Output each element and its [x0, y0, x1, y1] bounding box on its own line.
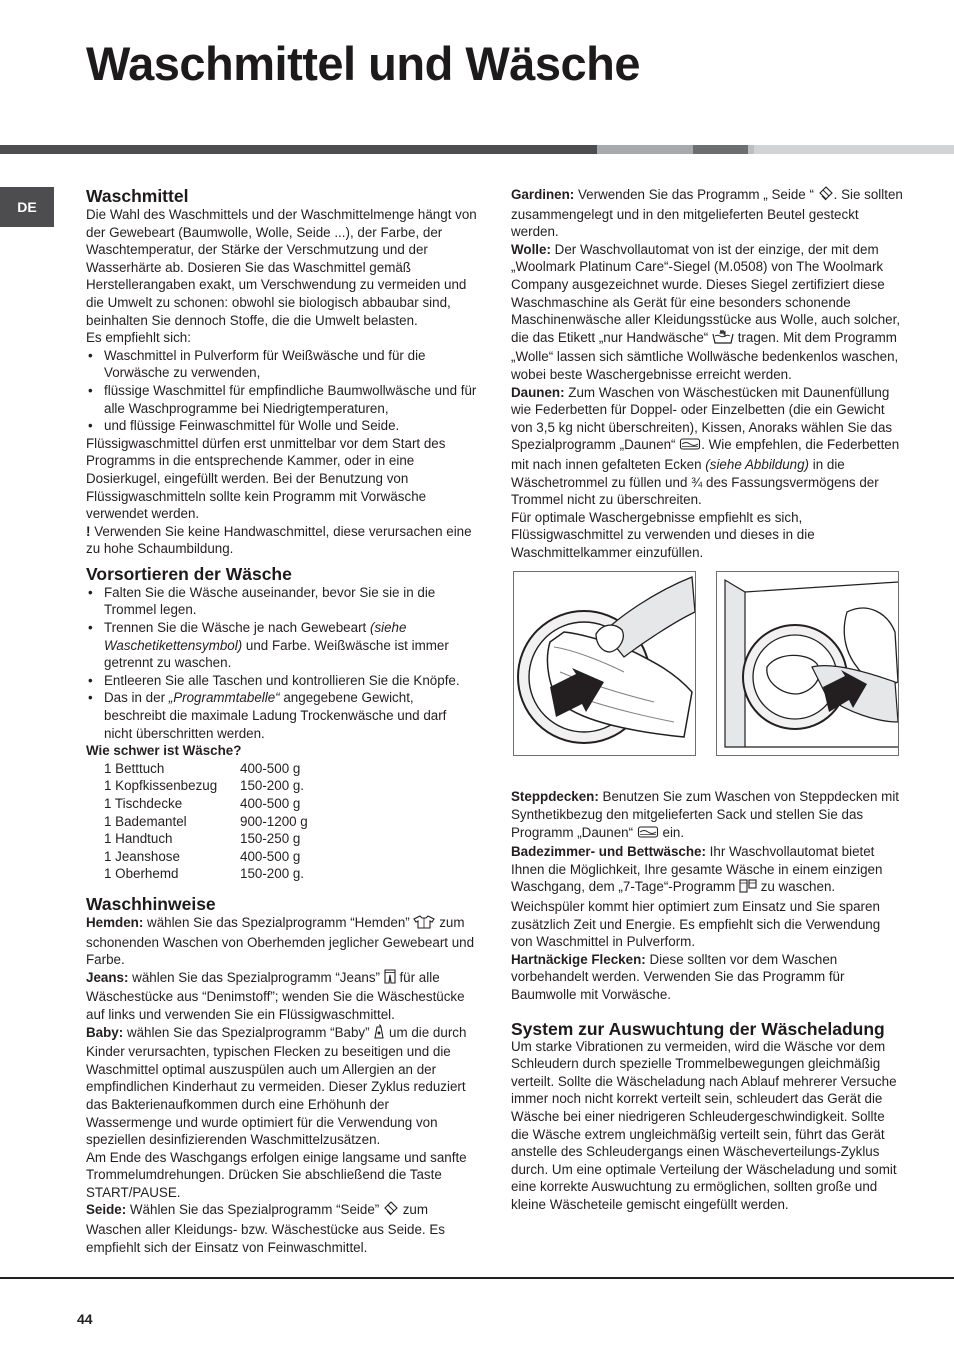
section-heading-waschhinweise: Waschhinweise — [86, 893, 216, 914]
list-item: • Trennen Sie die Wäsche je nach Gewebeart (siehe Waschetikettensymbol) und Farbe. Weißwäsche ist immer getrennt zu waschen. — [86, 619, 478, 672]
baby-program-icon — [373, 1024, 385, 1044]
list-item: • Entleeren Sie alle Taschen und kontrollieren Sie die Knöpfe. — [86, 672, 478, 690]
hand-wash-icon — [712, 329, 734, 349]
list-item: • Falten Sie die Wäsche auseinander, bevor Sie sie in die Trommel legen. — [86, 584, 478, 619]
handwash-warning: ! Verwenden Sie keine Handwaschmittel, diese verursachen eine zu hohe Schaumbildung. — [86, 523, 472, 557]
hint-daunen: Daunen: Zum Waschen von Wäschestücken mit Daunenfüllung wie Federbetten für Doppel- oder Einzelbetten (die ein Gewicht von 3,5 kg nicht überschreiten), Kissen, Anoraks wählen Sie das Spezialprogramm „Daunen“ . Wie empfehlen, die Federbetten mit nach innen gefalteten Ecken (siehe Abbildung) in die Wäschetrommel zu füllen und ¾ des Fassungsvermögens der Trommel nicht zu überschreiten. — [511, 384, 900, 508]
list-item: • flüssige Waschmittel für empfindliche Baumwollwäsche und für alle Waschprogramme bei Niedrigtemperaturen, — [86, 382, 478, 417]
page-title: Waschmittel und Wäsche — [86, 37, 640, 90]
duvet-loading-figures — [511, 571, 903, 771]
table-row: 1 Handtuch 150-250 g — [104, 831, 301, 847]
vorsortieren-bullets — [86, 584, 478, 742]
liquid-detergent-note: Flüssigwaschmittel dürfen erst unmittelbar vor dem Start des Programms in die entsprechende Kammer, oder in eine Dosierkugel, eingefüllt werden. Bei der Benutzung von Flüssigwaschmitteln sollte kein Programm mit Vorwäsche verwendet werden. — [86, 435, 446, 522]
table-row: 1 Kopfkissenbezug 150-200 g. — [104, 778, 305, 794]
duvet-program-icon — [679, 437, 701, 456]
hint-hemden: Hemden: wählen Sie das Spezialprogramm “Hemden” zum schonenden Waschen von Oberhemden jeglicher Gewebeart und Farbe. — [86, 914, 475, 968]
hint-flecken: Hartnäckige Flecken: Diese sollten vor dem Waschen vorbehandelt werden. Verwenden Sie das Programm für Baumwolle mit Vorwäsche. — [511, 951, 845, 1002]
seven-day-program-icon — [739, 879, 757, 898]
page-number: 44 — [77, 1311, 93, 1327]
hint-wolle: Wolle: Der Waschvollautomat von ist der einzige, der mit dem „Woolmark Platinum Care“-Siegel (M.0508) von The Woolmark Company ausgezeichnet wurde. Dieses Siegel zertifiziert diese Waschmaschine als Gerät für eine besonders schonende Maschinenwäsche aller Kleidungsstücke aus Wolle, auch solcher, die das Etikett „nur Handwäsche“ tragen. Mit dem Programm „Wolle“ lassen sich sämtliche Wollwäsche bedenkenlos waschen, wobei beste Waschergebnisse erreicht werden. — [511, 241, 901, 382]
hint-badezimmer: Badezimmer- und Bettwäsche: Ihr Waschvollautomat bietet Ihnen die Möglichkeit, Ihre gesamte Wäsche in einem einzigen Waschgang, dem „7-Tage“-Programm zu waschen. Weichspüler kommt hier optimiert zum Einsatz und Sie sparen zusätzlich Zeit und Energie. Es empfiehlt sich die Verwendung von Waschmittel in Pulverform. — [511, 844, 883, 950]
footer-rule — [0, 1277, 954, 1279]
shirt-program-icon — [413, 915, 435, 934]
duvet-program-icon — [637, 825, 659, 844]
hint-seide: Seide: Wählen Sie das Spezialprogramm “Seide” zum Waschen aller Kleidungs- bzw. Wäschestücke aus Seide. Es empfiehlt sich der Einsatz von Feinwaschmittel. — [86, 1202, 445, 1255]
table-row: 1 Tischdecke 400-500 g — [104, 796, 301, 811]
system-text: Um starke Vibrationen zu vermeiden, wird die Wäsche vor dem Schleudern durch spezielle Trommelbewegungen gleichmäßig verteilt. Sollte die Wäscheladung nach Ablauf mehrerer Versuche immer noch nicht korrekt verteilt sein, schleudert das Gerät die Wäsche bei einer niedrigeren Schleudergeschwindigkeit. Sollte die Wäsche extrem ungleichmäßig verteilt sein, führt das Gerät anstelle des Schleudergangs einen Wäscheverteilungs-Zyklus durch. Um eine optimale Verteilung der Wäscheladung und somit eine korrekte Auswuchtung zu ermöglichen, sollten große und kleine Wäscheteile gemischt eingefüllt werden. — [511, 1038, 897, 1212]
list-item: • Waschmittel in Pulverform für Weißwäsche und für die Vorwäsche zu verwenden, — [86, 347, 478, 382]
hint-steppdecken: Steppdecken: Benutzen Sie zum Waschen von Steppdecken mit Synthetikbezug den mitgelieferten Sack und stellen Sie das Programm „Daunen“ ein. — [511, 788, 903, 843]
list-item: • und flüssige Feinwaschmittel für Wolle und Seide. — [86, 417, 478, 435]
waschmittel-recommend: Es empfiehlt sich: — [86, 330, 191, 346]
language-badge: DE — [0, 187, 54, 227]
silk-program-icon — [383, 1201, 399, 1221]
duvet-loading-illustration-1 — [513, 571, 696, 756]
section-heading-vorsortieren: Vorsortieren der Wäsche — [86, 563, 292, 584]
hint-daunen-detergent: Für optimale Waschergebnisse empfiehlt es sich, Flüssigwaschmittel zu verwenden und dieses in die Waschmittelkammer einzufüllen. — [511, 509, 815, 560]
hint-baby: Baby: wählen Sie das Spezialprogramm “Baby” um die durch Kinder verursachten, typischen Flecken zu beseitigen und die Waschmittel optimal auszuspülen auch um Allergien an der empfindlichen Kinderhaut zu vermeiden. Dieser Zyklus reduziert das Bakterienaufkommen durch eine Erhöhunh der Wassermenge und wurde optimiert für die Verwendung von speziellen desinfizierenden Waschmittelzusätzen. — [86, 1024, 467, 1148]
jeans-program-icon — [384, 969, 396, 989]
silk-program-icon — [818, 186, 834, 206]
waschmittel-intro: Die Wahl des Waschmittels und der Waschmittelmenge hängt von der Gewebeart (Baumwolle, Wolle, Seide ...), der Farbe, der Waschtemperatur, der Stärke der Verschmutzung und der Wasserhärte ab. Dosieren Sie das Waschmittel gemäß Herstellerangaben exakt, um Verschwendung zu vermeiden und die Umwelt zu schonen: obwohl sie biologisch abbaubar sind, beinhalten Sie dennoch Stoffe, die die Umwelt belasten. — [86, 207, 477, 328]
hint-gardinen: Gardinen: Verwenden Sie das Programm „ Seide “ . Sie sollten zusammengelegt und in den mitgelieferten Beutel gesteckt werden. — [511, 187, 903, 240]
table-row: 1 Jeanshose 400-500 g — [104, 848, 301, 864]
weight-heading: Wie schwer ist Wäsche? — [86, 743, 242, 759]
hint-baby-end: Am Ende des Waschgangs erfolgen einige langsame und sanfte Trommelumdrehungen. Drücken Sie abschließend die Taste START/PAUSE. — [86, 1149, 467, 1200]
warning-mark: ! — [86, 523, 91, 539]
table-row: 1 Bademantel 900-1200 g — [104, 813, 308, 829]
table-row: 1 Oberhemd 150-200 g. — [104, 866, 305, 882]
left-column — [86, 186, 478, 1256]
duvet-loading-illustration-2 — [716, 571, 899, 756]
section-heading-system: System zur Auswuchtung der Wäscheladung — [511, 1018, 885, 1039]
weight-table — [86, 760, 478, 883]
table-row: 1 Betttuch 400-500 g — [104, 760, 301, 776]
waschmittel-bullets — [86, 347, 478, 435]
section-heading-waschmittel: Waschmittel — [86, 186, 189, 206]
list-item: • Das in der „Programmtabelle“ angegebene Gewicht, beschreibt die maximale Ladung Trockenwäsche und darf nicht überschritten werden. — [86, 689, 478, 742]
hint-jeans: Jeans: wählen Sie das Spezialprogramm “Jeans” für alle Wäschestücke aus “Denimstoff”; wenden Sie die Wäschestücke auf links und verwenden Sie ein Flüssigwaschmittel. — [86, 969, 465, 1022]
right-column — [511, 186, 903, 1214]
